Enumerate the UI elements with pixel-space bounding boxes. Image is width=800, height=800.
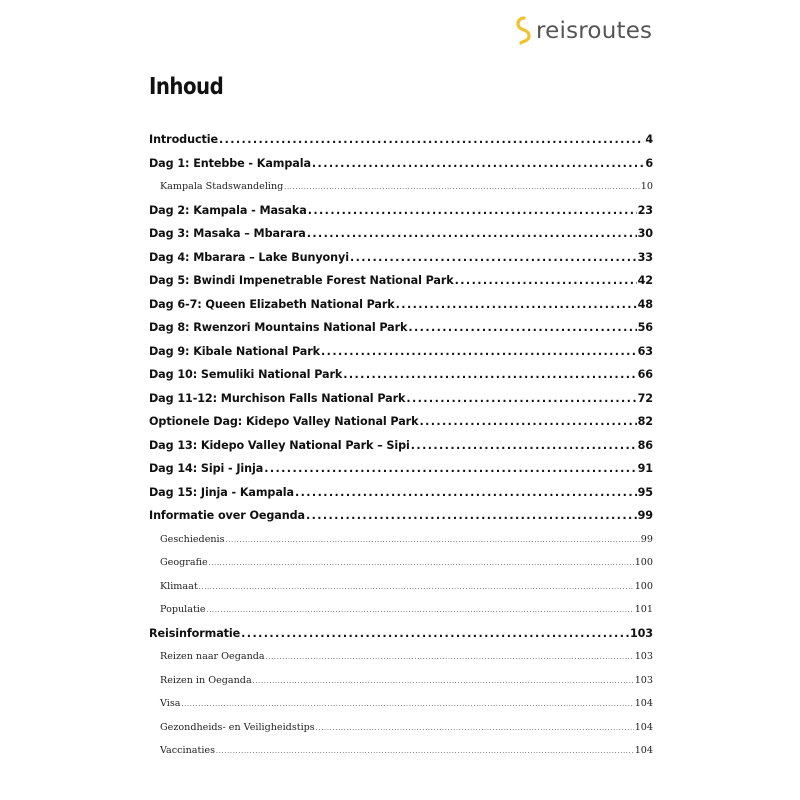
toc-entry-title: Dag 6-7: Queen Elizabeth National Park [149,297,395,311]
toc-entry-title: Dag 3: Masaka – Mbarara [149,227,306,240]
toc-dot-leader [350,246,637,270]
toc-dot-leader [396,293,637,317]
toc-page-number: 30 [637,227,653,240]
toc-entry-title: Dag 9: Kibale National Park [149,344,321,358]
toc-page-number: 100 [634,557,653,568]
toc-dot-leader [199,576,634,599]
toc-page-number: 99 [640,533,653,545]
toc-page-number: 33 [637,250,653,264]
toc-section-entry[interactable] [149,739,653,763]
page-title: Inhoud [149,74,224,100]
toc-dot-leader [295,481,637,505]
toc-entry-title: Introductie [149,133,218,146]
toc-page-number: 100 [634,580,653,592]
toc-chapter-entry[interactable] [149,199,653,223]
toc-page-number: 95 [637,485,653,499]
toc-page-number: 42 [637,274,653,287]
toc-dot-leader [406,387,636,411]
table-of-contents [149,128,653,763]
toc-section-entry[interactable] [149,716,653,740]
toc-chapter-entry[interactable] [149,222,653,246]
toc-chapter-entry[interactable] [149,293,653,317]
toc-page-number: 103 [629,626,653,640]
toc-section-entry[interactable] [149,175,653,199]
toc-entry-title: Optionele Dag: Kidepo Valley National Park [149,415,419,428]
toc-dot-leader [253,670,634,693]
toc-page-number: 91 [637,462,653,475]
toc-chapter-entry[interactable] [149,504,653,528]
toc-section-entry[interactable] [149,669,653,693]
toc-entry-title: Dag 1: Entebbe - Kampala [149,156,311,170]
toc-dot-leader [226,529,640,552]
toc-section-entry[interactable] [149,551,653,575]
toc-dot-leader [343,363,636,387]
toc-page-number: 4 [645,133,653,146]
toc-page-number: 103 [634,651,653,662]
toc-entry-title: Populatie [160,604,206,615]
toc-page-number: 82 [637,415,653,428]
toc-page-number: 104 [634,698,653,709]
toc-entry-title: Dag 2: Kampala - Masaka [149,203,307,217]
toc-dot-leader [308,199,637,223]
toc-dot-leader [316,717,634,740]
map-pin-route-icon [515,16,533,46]
toc-dot-leader [207,599,634,622]
toc-page-number: 63 [637,344,653,358]
toc-dot-leader [209,552,634,575]
toc-entry-title: Visa [160,698,181,709]
toc-dot-leader [284,176,640,199]
toc-page-number: 48 [637,297,653,311]
toc-page-number: 6 [645,156,653,170]
toc-page-number: 101 [634,604,653,615]
toc-dot-leader [306,504,637,528]
toc-dot-leader [312,152,644,176]
toc-chapter-entry[interactable] [149,128,653,152]
toc-section-entry[interactable] [149,645,653,669]
toc-page-number: 103 [634,674,653,686]
toc-section-entry[interactable] [149,598,653,622]
toc-entry-title: Vaccinaties [160,745,216,756]
toc-chapter-entry[interactable] [149,340,653,364]
toc-entry-title: Dag 11-12: Murchison Falls National Park [149,391,406,405]
toc-dot-leader [219,128,644,152]
toc-entry-title: Geschiedenis [160,533,225,545]
toc-entry-title: Klimaat [160,580,198,592]
toc-entry-title: Dag 10: Semuliki National Park [149,368,343,381]
toc-dot-leader [419,410,636,434]
toc-dot-leader [455,269,637,293]
toc-section-entry[interactable] [149,528,653,552]
toc-entry-title: Kampala Stadswandeling [160,181,284,192]
toc-entry-title: Informatie over Oeganda [149,509,305,522]
toc-entry-title: Dag 13: Kidepo Valley National Park – Sipi [149,438,410,452]
toc-chapter-entry[interactable] [149,481,653,505]
toc-chapter-entry[interactable] [149,622,653,646]
toc-dot-leader [408,316,636,340]
toc-chapter-entry[interactable] [149,363,653,387]
logo-text: reisroutes [536,18,653,44]
toc-chapter-entry[interactable] [149,246,653,270]
toc-page-number: 10 [640,181,653,192]
toc-chapter-entry[interactable] [149,410,653,434]
toc-dot-leader [216,740,634,763]
toc-entry-title: Dag 8: Rwenzori Mountains National Park [149,321,408,334]
toc-chapter-entry[interactable] [149,316,653,340]
toc-entry-title: Dag 15: Jinja - Kampala [149,485,294,499]
toc-entry-title: Dag 5: Bwindi Impenetrable Forest National Park [149,274,454,287]
toc-entry-title: Reisinformatie [149,626,241,640]
toc-page-number: 72 [637,391,653,405]
toc-entry-title: Reizen in Oeganda [160,674,252,686]
toc-section-entry[interactable] [149,575,653,599]
toc-dot-leader [181,693,633,716]
toc-dot-leader [411,434,637,458]
toc-entry-title: Dag 14: Sipi - Jinja [149,462,264,475]
toc-chapter-entry[interactable] [149,152,653,176]
toc-dot-leader [321,340,637,364]
toc-entry-title: Reizen naar Oeganda [160,651,265,662]
toc-page-number: 23 [637,203,653,217]
toc-page-number: 86 [637,438,653,452]
reisroutes-logo [515,14,652,48]
toc-page-number: 56 [637,321,653,334]
toc-chapter-entry[interactable] [149,269,653,293]
toc-page-number: 66 [637,368,653,381]
toc-entry-title: Gezondheids- en Veiligheidstips [160,721,315,733]
toc-dot-leader [264,457,636,481]
toc-section-entry[interactable] [149,692,653,716]
toc-page-number: 104 [634,745,653,756]
toc-dot-leader [266,646,634,669]
toc-page-number: 99 [637,509,653,522]
toc-chapter-entry[interactable] [149,434,653,458]
toc-dot-leader [307,222,637,246]
toc-chapter-entry[interactable] [149,457,653,481]
toc-entry-title: Dag 4: Mbarara – Lake Bunyonyi [149,250,349,264]
toc-dot-leader [241,622,629,646]
toc-chapter-entry[interactable] [149,387,653,411]
toc-page-number: 104 [634,721,653,733]
toc-entry-title: Geografie [160,557,208,568]
